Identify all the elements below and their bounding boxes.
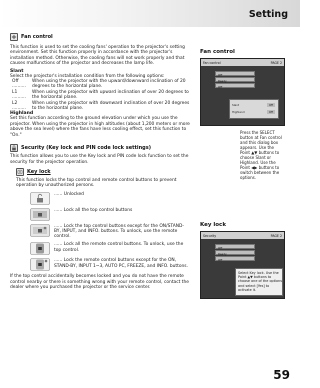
page-number: 59	[273, 368, 290, 382]
security-title: Security (Key lock and PIN code lock settings)	[21, 145, 151, 152]
menu-row	[215, 83, 255, 88]
menu-row-value: Off	[218, 245, 223, 250]
menu-bar	[201, 232, 284, 239]
menu-row-value: Ready	[218, 251, 227, 256]
dialog-item-highland: Highland	[232, 110, 245, 114]
keylock-option-text: ...... Lock the remote control buttons except for the ON, STAND-BY, INPUT 1~3, AUTO PC, FREEZE, and INFO. buttons.	[54, 258, 188, 269]
option-key: L2 ..........	[12, 100, 26, 112]
menu-row-value: Ready	[218, 78, 227, 83]
fan-icon	[10, 33, 18, 41]
keylock-figure-title: Key lock	[200, 222, 226, 228]
slant-option-l2	[10, 101, 190, 112]
slant-option-off	[10, 79, 190, 90]
highland-title: Highland	[10, 111, 34, 117]
option-value: When using the projector with the upward/downward inclination of 20 degrees to the horizontal plane.	[32, 79, 186, 90]
menu-row-value: Off	[218, 257, 223, 262]
keylock-desc: This function locks the top control and remote control buttons to prevent operation by unauthorized persons.	[16, 177, 177, 189]
menu-row	[215, 77, 255, 82]
option-value: When using the projector with upward inclination of over 20 degrees to the horizontal plane.	[32, 89, 189, 101]
security-intro: This function allows you to use the Key lock and PIN code lock function to set the security for the projector operation.	[10, 154, 189, 165]
remote-partial-lock-icon	[30, 258, 50, 271]
key-lock-icon	[16, 168, 24, 176]
fan-dialog-box	[229, 99, 279, 119]
slant-option-l1	[10, 90, 190, 101]
security-heading	[10, 144, 190, 152]
keylock-menu-screenshot	[200, 231, 285, 299]
menu-row-value: Off	[218, 84, 223, 89]
highland-desc: Set this function according to the ground elevation under which you use the projector. When using the projector in high altitudes (about 1,200 meters or more above the sea level) where the fans have less cooling effect, set this function to "On."	[10, 116, 190, 138]
menu-label: Fan control	[203, 61, 221, 65]
option-key: Off ..........	[12, 79, 26, 90]
right-column	[200, 33, 292, 299]
dialog-item-slant: Slant	[232, 103, 240, 107]
slant-title: Slant	[10, 68, 24, 74]
keylock-option-text: ...... Lock all the remote control buttons. To unlock, use the top control.	[54, 242, 184, 253]
left-column	[10, 33, 190, 291]
unlocked-icon	[30, 192, 50, 205]
menu-row	[215, 256, 255, 261]
keylock-option	[30, 242, 190, 255]
security-footer: If the top control accidentally becomes locked and you do not have the remote control nearby or there is something wrong with your remote control, contact the dealer where you purchased the projector or the service center.	[10, 274, 189, 291]
dialog-value-slant: Off	[268, 103, 273, 107]
fan-control-title: Fan control	[21, 34, 53, 40]
menu-row	[215, 71, 255, 76]
keylock-option-text: ...... Lock the top control buttons except for the ON/STAND-BY, INPUT, and INFO. buttons. To unlock, use the remote control.	[54, 223, 184, 240]
remote-lock-icon	[30, 242, 50, 255]
keylock-option	[30, 258, 190, 271]
menu-row	[215, 244, 255, 249]
fan-control-heading	[10, 33, 190, 41]
keylock-option-text: ...... Lock all the top control buttons	[54, 207, 133, 213]
page-title: Setting	[248, 9, 288, 20]
menu-page: PAGE 2	[270, 234, 282, 238]
fan-control-intro: This function is used to set the cooling fans' operation to the projector's setting environment. Set this function properly in accordance with the projector's installation method. Otherwise, the cooling fans will not work properly and that causes malfunctions of the projector and decreases the lamp life.	[10, 45, 185, 67]
keylock-caption: Select Key lock. Use the Point ▲▼ buttons to choose one of the options and select [Yes] to activate it.	[238, 271, 282, 292]
fan-control-caption: Press the SELECT button at Fan control and this dialog box appears. Use the Point ▲▼ buttons to choose Slant or Highland. Use the Point ◀▶ buttons to switch between the options.	[240, 130, 282, 180]
keylock-option	[30, 224, 190, 240]
menu-label: Security	[203, 234, 217, 238]
menu-row	[215, 250, 255, 255]
keylock-heading	[16, 168, 190, 176]
menu-row-value: Off	[218, 72, 223, 77]
keylock-option	[30, 208, 190, 221]
dialog-value-highland: Off	[268, 110, 273, 114]
top-control-partial-lock-icon	[30, 224, 50, 237]
lock-icon	[10, 144, 18, 152]
keylock-title: Key lock	[27, 168, 51, 175]
fan-control-figure-title: Fan control	[200, 49, 235, 55]
option-value: When using the projector with downward inclination of over 20 degrees to the horizontal plane.	[32, 100, 190, 112]
keylock-option	[30, 192, 190, 205]
fan-control-menu-screenshot	[200, 58, 285, 126]
top-control-lock-icon	[30, 208, 50, 221]
slant-desc: Select the projector's installation condition from the following options:	[10, 73, 165, 79]
menu-bar	[201, 59, 284, 66]
keylock-option-text: ...... Unlocked	[54, 191, 84, 197]
keylock-options	[30, 192, 190, 272]
keylock-caption-box	[235, 268, 283, 296]
menu-page: PAGE 2	[270, 61, 282, 65]
option-key: L1 ..........	[12, 89, 26, 101]
